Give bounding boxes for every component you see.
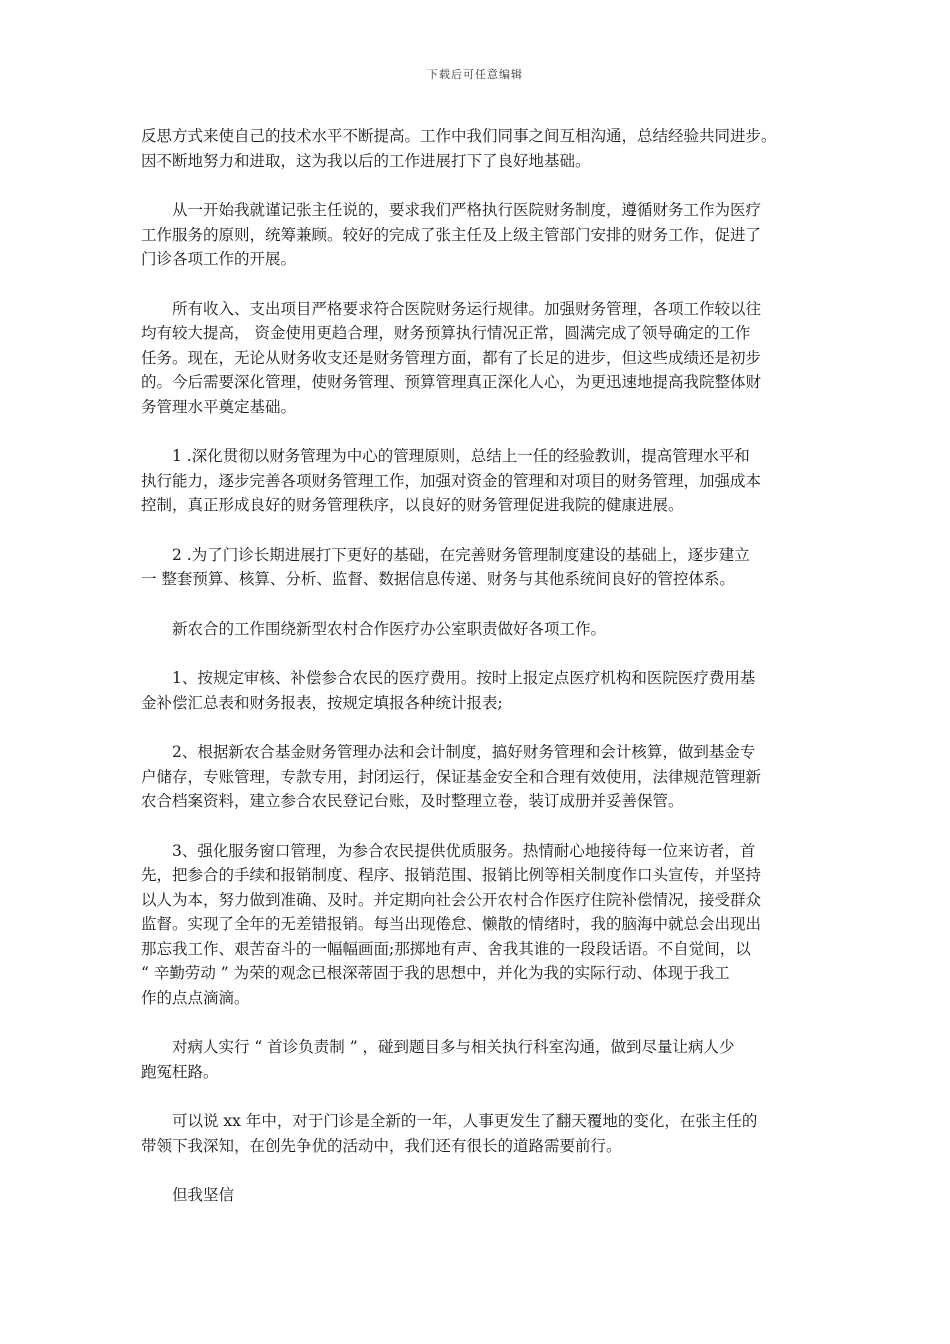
text-line: 带领下我深知，在创先争优的活动中，我们还有很长的道路需要前行。	[141, 1136, 622, 1155]
text-line: 对病人实行 “ 首诊负责制 ” ，碰到题目多与相关执行科室沟通，做到尽量让病人少	[141, 1038, 735, 1056]
text-line: 均有较大提高， 资金使用更趋合理，财务预算执行情况正常，圆满完成了领导确定的工作	[141, 324, 751, 342]
text-line: 因不断地努力和进取，这为我以后的工作进展打下了良好地基础。	[141, 151, 591, 170]
text-line: 可以说 xx 年中，对于门诊是全新的一年，人事更发生了翻天覆地的变化，在张主任的	[141, 1112, 758, 1130]
text-line: 门诊各项工作的开展。	[141, 250, 297, 268]
text-line: 2 .为了门诊长期进展打下更好的基础，在完善财务管理制度建设的基础上，逐步建立	[141, 545, 750, 564]
text-line: 金补偿汇总表和财务报表，按规定填报各种统计报表;	[141, 693, 503, 712]
text-line: 但我坚信	[141, 1186, 235, 1204]
paragraph-10	[141, 1035, 811, 1084]
text-line: 监督。实现了全年的无差错报销。每当出现倦怠、懒散的情绪时，我的脑海中就总会出现出	[141, 915, 762, 933]
text-line: 一 整套预算、核算、分析、监督、数据信息传递、财务与其他系统间良好的管控体系。	[141, 570, 735, 588]
text-line: 以人为本，努力做到准确、及时。并定期向社会公开农村合作医疗住院补偿情况，接受群众	[141, 890, 762, 909]
text-line: 从一开始我就谨记张主任说的，要求我们严格执行医院财务制度，遵循财务工作为医疗	[141, 201, 762, 219]
text-line: 新农合的工作围绕新型农村合作医疗办公室职责做好各项工作。	[141, 619, 607, 638]
text-line: 务管理水平奠定基础。	[141, 397, 297, 416]
text-line: 先，把参合的手续和报销制度、程序、报销范围、报销比例等相关制度作口头宣传，并坚持	[141, 866, 762, 884]
paragraph-8	[141, 740, 811, 814]
paragraph-3	[141, 297, 811, 420]
paragraph-9	[141, 839, 811, 1011]
text-line: 反思方式来使自己的技术水平不断提高。工作中我们同事之间互相沟通，总结经验共同进步。	[141, 127, 777, 145]
paragraph-2	[141, 198, 811, 272]
paragraph-1	[141, 124, 811, 173]
text-line: 跑冤枉路。	[141, 1062, 219, 1081]
text-line: 的。今后需要深化管理，使财务管理、预算管理真正深化人心，为更迅速地提高我院整体财	[141, 373, 762, 391]
text-line: 1 .深化贯彻以财务管理为中心的管理原则，总结上一任的经验教训，提高管理水平和	[141, 447, 750, 465]
paragraph-5	[141, 543, 811, 592]
paragraph-6	[141, 617, 811, 642]
paragraph-11	[141, 1109, 811, 1158]
paragraph-12	[141, 1183, 811, 1208]
text-line: 那忘我工作、艰苦奋斗的一幅幅画面;那掷地有声、舍我其谁的一段段话语。不自觉间，以	[141, 939, 751, 958]
text-line: 执行能力，逐步完善各项财务管理工作，加强对资金的管理和对项目的财务管理，加强成本	[141, 471, 762, 490]
text-line: 3、强化服务窗口管理，为参合农民提供优质服务。热情耐心地接待每一位来访者，首	[141, 841, 756, 860]
text-line: 控制，真正形成良好的财务管理秩序，以良好的财务管理促进我院的健康进展。	[141, 496, 684, 514]
text-line: 2、根据新农合基金财务管理办法和会计制度，搞好财务管理和会计核算，做到基金专	[141, 743, 756, 761]
text-line: 所有收入、支出项目严格要求符合医院财务运行规律。加强财务管理，各项工作较以往	[141, 299, 762, 318]
text-line: 任务。现在，无论从财务收支还是财务管理方面，都有了长足的进步，但这些成绩还是初步	[141, 348, 762, 367]
text-line: “ 辛勤劳动 ” 为荣的观念已根深蒂固于我的思想中，并化为我的实际行动、体现于我工	[141, 964, 730, 982]
text-line: 工作服务的原则，统筹兼顾。较好的完成了张主任及上级主管部门安排的财务工作，促进了	[141, 225, 762, 244]
paragraph-7	[141, 666, 811, 715]
text-line: 户储存，专账管理，专款专用，封闭运行，保证基金安全和合理有效使用，法律规范管理新	[141, 767, 762, 786]
text-line: 1、按规定审核、补偿参合农民的医疗费用。按时上报定点医疗机构和医院医疗费用基	[141, 669, 756, 687]
paragraph-4	[141, 444, 811, 518]
document-body	[141, 124, 811, 1233]
text-line: 作的点点滴滴。	[141, 988, 250, 1007]
text-line: 农合档案资料，建立参合农民登记台账，及时整理立卷，装订成册并妥善保管。	[141, 792, 684, 810]
page-header: 下载后可任意编辑	[427, 68, 523, 81]
